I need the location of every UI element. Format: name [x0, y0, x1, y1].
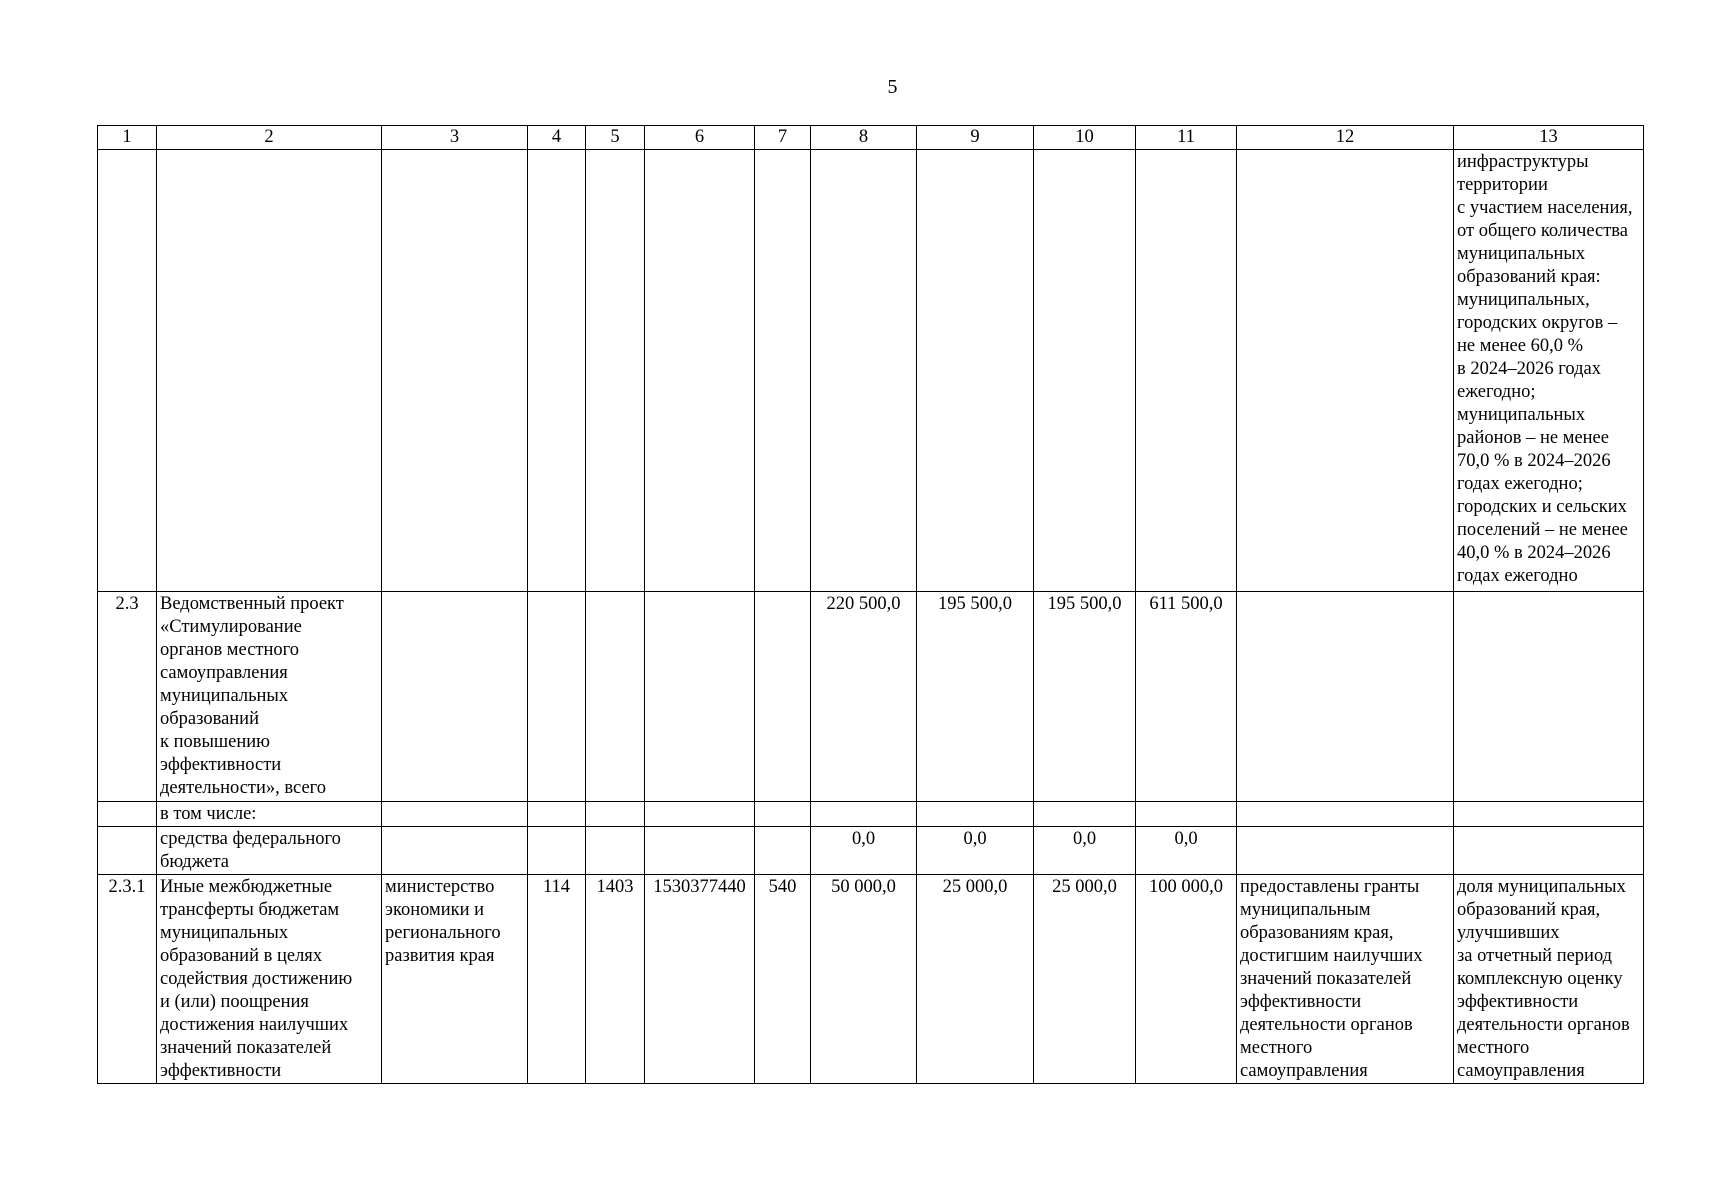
row-number: 2.3	[98, 592, 157, 802]
header-col-3: 3	[382, 126, 528, 150]
csr-code: 1530377440	[645, 875, 755, 1084]
header-col-8: 8	[811, 126, 917, 150]
table-header	[98, 126, 1644, 150]
grbs-code: 114	[528, 875, 586, 1084]
executor: министерство экономики и регионального развития края	[382, 875, 528, 1084]
header-row	[98, 126, 1644, 150]
table-row-continuation	[98, 150, 1644, 592]
header-col-1: 1	[98, 126, 157, 150]
amount-2026: 0,0	[1034, 827, 1136, 875]
project-name: Ведомственный проект «Стимулирование органов местного самоуправления муниципальных образований к повышению эффективности деятельности», всего	[157, 592, 382, 802]
expected-result: предоставлены гранты муниципальным образованиям края, достигшим наилучших значений показателей эффективности деятельности органов местного самоуправления	[1237, 875, 1454, 1084]
table-row-2-3	[98, 592, 1644, 802]
vr-code: 540	[755, 875, 811, 1084]
budget-table	[97, 125, 1644, 1084]
federal-budget-label: средства федерального бюджета	[157, 827, 382, 875]
table-row-federal	[98, 827, 1644, 875]
amount-total: 611 500,0	[1136, 592, 1237, 802]
amount-2025: 0,0	[917, 827, 1034, 875]
target-indicator-cell: доля муниципальных образований края, улучшивших за отчетный период комплексную оценку эффективности деятельности органов местного самоуправления	[1454, 875, 1644, 1084]
header-col-11: 11	[1136, 126, 1237, 150]
row-number: 2.3.1	[98, 875, 157, 1084]
rzpr-code: 1403	[586, 875, 645, 1084]
amount-total: 0,0	[1136, 827, 1237, 875]
header-col-5: 5	[586, 126, 645, 150]
amount-2026: 195 500,0	[1034, 592, 1136, 802]
header-col-4: 4	[528, 126, 586, 150]
table-row-including	[98, 802, 1644, 827]
header-col-2: 2	[157, 126, 382, 150]
amount-2026: 25 000,0	[1034, 875, 1136, 1084]
table-row-2-3-1	[98, 875, 1644, 1084]
amount-2024: 0,0	[811, 827, 917, 875]
amount-total: 100 000,0	[1136, 875, 1237, 1084]
header-col-10: 10	[1034, 126, 1136, 150]
header-col-7: 7	[755, 126, 811, 150]
header-col-13: 13	[1454, 126, 1644, 150]
header-col-12: 12	[1237, 126, 1454, 150]
amount-2024: 220 500,0	[811, 592, 917, 802]
including-label: в том числе:	[157, 802, 382, 827]
amount-2024: 50 000,0	[811, 875, 917, 1084]
header-col-6: 6	[645, 126, 755, 150]
target-indicator-cell: инфраструктуры территории с участием населения, от общего количества муниципальных образований края: муниципальных, городских округов – не менее 60,0 % в 2024–2026 годах ежегодно; муниципальных районов – не менее 70,0 % в 2024–2026 годах ежегодно; городских и сельских поселений – не менее 40,0 % в 2024–2026 годах ежегодно	[1454, 150, 1644, 592]
amount-2025: 25 000,0	[917, 875, 1034, 1084]
page-number: 5	[887, 76, 898, 98]
measure-name: Иные межбюджетные трансферты бюджетам муниципальных образований в целях содействия достижению и (или) поощрения достижения наилучших значений показателей эффективности	[157, 875, 382, 1084]
header-col-9: 9	[917, 126, 1034, 150]
amount-2025: 195 500,0	[917, 592, 1034, 802]
